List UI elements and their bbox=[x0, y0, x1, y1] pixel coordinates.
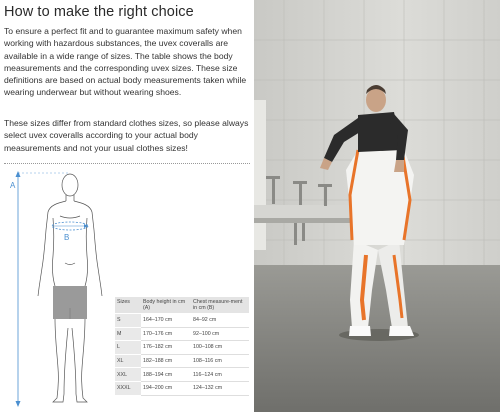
notice-paragraph: These sizes differ from standard clothes sizes, so please always select uvex coveralls according to your actual body measurements and not your usual clothes sizes! bbox=[4, 118, 249, 153]
size-cell: XXXL bbox=[115, 381, 141, 395]
height-cell: 188–194 cm bbox=[141, 368, 191, 382]
height-cell: 194–200 cm bbox=[141, 381, 191, 395]
height-cell: 182–188 cm bbox=[141, 354, 191, 368]
size-table bbox=[115, 297, 249, 396]
table-row bbox=[115, 381, 249, 395]
height-cell: 176–182 cm bbox=[141, 341, 191, 355]
body-measurement-figure bbox=[8, 168, 110, 408]
chest-cell: 108–116 cm bbox=[191, 354, 249, 368]
intro-paragraph: To ensure a perfect fit and to guarantee maximum safety when working with hazardous substances, the uvex coveralls are available in a wide range of sizes. The table shows the body measurements and the corresponding uvex sizes. These size definitions are based on actual body measurements taken while wearing underwear but without wearing shoes. bbox=[4, 26, 247, 98]
chest-cell: 116–124 cm bbox=[191, 368, 249, 382]
size-cell: XL bbox=[115, 354, 141, 368]
size-cell: S bbox=[115, 314, 141, 328]
product-photo-worker-in-coverall bbox=[254, 0, 500, 412]
chest-cell: 92–100 cm bbox=[191, 327, 249, 341]
size-cell: L bbox=[115, 341, 141, 355]
size-table-header-chest: Chest measure-ment in cm (B) bbox=[191, 297, 249, 314]
divider bbox=[4, 163, 250, 164]
table-row bbox=[115, 368, 249, 382]
table-row bbox=[115, 354, 249, 368]
chest-cell: 124–132 cm bbox=[191, 381, 249, 395]
size-table-header-height: Body height in cm (A) bbox=[141, 297, 191, 314]
chest-cell: 100–108 cm bbox=[191, 341, 249, 355]
size-table-header-row bbox=[115, 297, 249, 314]
height-arrow-top bbox=[16, 171, 21, 177]
chest-cell: 84–92 cm bbox=[191, 314, 249, 328]
table-row bbox=[115, 327, 249, 341]
size-cell: XXL bbox=[115, 368, 141, 382]
height-cell: 170–176 cm bbox=[141, 327, 191, 341]
table-row bbox=[115, 314, 249, 328]
size-table-header-sizes: Sizes bbox=[115, 297, 141, 314]
label-a: A bbox=[10, 181, 16, 190]
table-row bbox=[115, 341, 249, 355]
label-b: B bbox=[64, 233, 70, 242]
height-arrow-bottom bbox=[16, 401, 21, 407]
size-cell: M bbox=[115, 327, 141, 341]
height-cell: 164–170 cm bbox=[141, 314, 191, 328]
page-title: How to make the right choice bbox=[4, 4, 194, 20]
